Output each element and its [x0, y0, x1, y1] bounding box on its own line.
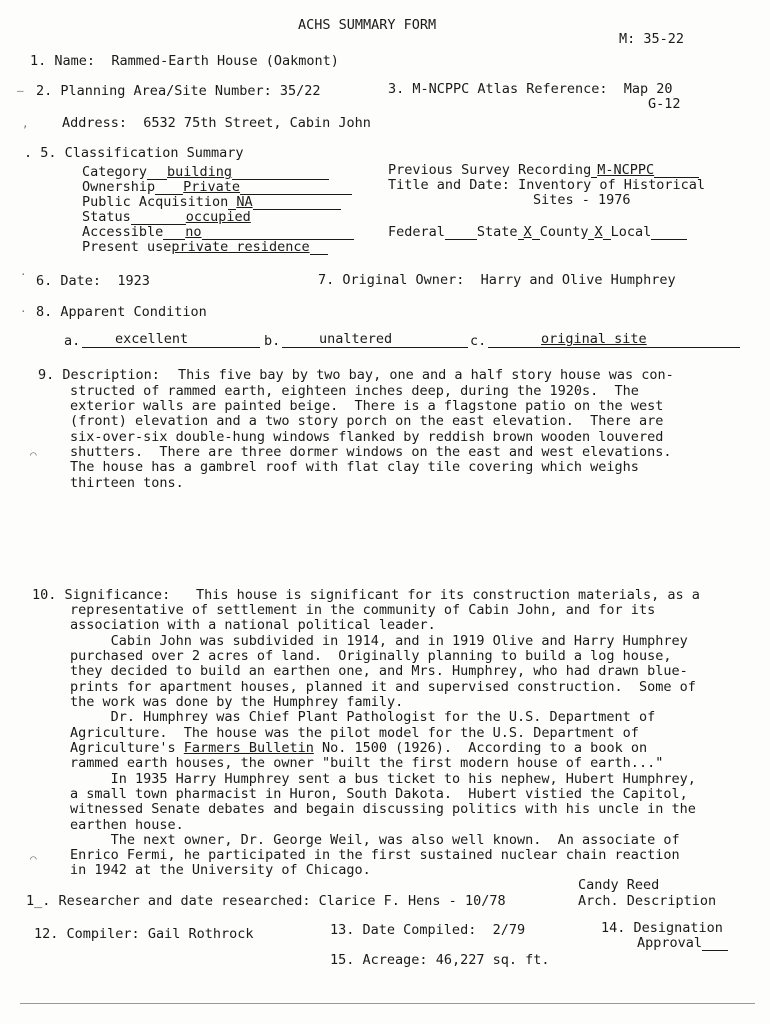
item-number: 2. — [36, 83, 53, 99]
date-label: Date: — [60, 273, 102, 289]
item-7 — [318, 273, 676, 288]
significance-line-7: prints for apartment houses, planned it and supervised construction. Some of — [70, 679, 696, 695]
condition-c: c. — [470, 333, 487, 349]
item-14 — [601, 921, 723, 936]
item-number: 8. — [36, 304, 53, 320]
item-number: 14. — [601, 920, 626, 936]
use-row: Present useprivate residence — [82, 240, 328, 255]
address-label: Address: — [62, 115, 128, 131]
description-line-2: structed of rammed earth, eighteen inches deep, during the 1920s. The — [70, 383, 639, 399]
significance-line-2: representative of settlement in the community of Cabin John, and for its — [70, 602, 656, 618]
significance-line-19: in 1942 at the University of Chicago. — [70, 862, 371, 878]
bottom-rule — [20, 1003, 755, 1004]
compiler-label: Compiler: — [66, 926, 140, 942]
description-line-8: thirteen tons. — [70, 475, 184, 491]
significance-line-13: In 1935 Harry Humphrey sent a bus ticket to his nephew, Hubert Humphrey, — [70, 771, 696, 787]
item-2 — [36, 84, 321, 99]
extra-researcher-role: Arch. Description — [578, 893, 717, 909]
item-number: 7. — [318, 272, 335, 288]
item-10-heading — [32, 588, 170, 603]
item-1 — [30, 54, 339, 69]
county-label: County — [539, 224, 589, 240]
item-number: 12. — [34, 926, 59, 942]
state-mark: X — [523, 224, 532, 240]
item-number: 6. — [36, 273, 53, 289]
title-date-value: Inventory of Historical — [518, 177, 705, 193]
date-compiled-value: 2/79 — [492, 922, 526, 938]
significance-line-3: association with a national political leader. — [70, 617, 436, 633]
name-label: Name: — [54, 53, 96, 69]
significance-line-4: Cabin John was subdivided in 1914, and in 1919 Olive and Harry Humphrey — [70, 633, 688, 649]
jurisdiction-row — [388, 225, 687, 240]
significance-label: Significance: — [64, 587, 171, 603]
bulletin-title: Farmers Bulletin — [183, 740, 314, 756]
researcher-label: Researcher and date researched: — [58, 893, 311, 909]
owner-label: Original Owner: — [342, 272, 465, 288]
date-compiled-label: Date Compiled: — [362, 922, 477, 938]
significance-line-15: witnessed Senate debates and begain discussing politics with his uncle in the — [70, 801, 696, 817]
margin-mark: , — [22, 117, 29, 130]
significance-line-6: they decided to build an earthen one, and Mrs. Humphrey, who had drawn blue- — [70, 663, 688, 679]
title-date-row: Title and Date: Inventory of Historical — [388, 177, 705, 193]
item-15 — [330, 953, 550, 968]
item-3 — [388, 82, 673, 97]
condition-a-value: excellent — [115, 331, 189, 347]
use-value: private residence — [171, 239, 310, 255]
condition-c-value: original site — [541, 331, 647, 347]
item-12 — [34, 927, 254, 942]
item-11 — [26, 894, 506, 909]
planning-area-value: 35/22 — [279, 83, 321, 99]
atlas-value-line2: G-12 — [648, 96, 681, 112]
margin-mark: ⌒ — [30, 852, 37, 865]
item-number: 1_. — [26, 893, 51, 909]
atlas-value: Map 20 — [623, 81, 673, 97]
description-line-3: exterior walls are painted beige. There is a flagstone patio on the west — [70, 398, 664, 414]
atlas-label: M-NCPPC Atlas Reference: — [412, 81, 608, 97]
federal-label: Federal — [388, 224, 445, 240]
significance-line-16: earthen house. — [70, 817, 184, 833]
significance-line-10: Agriculture. The house was the pilot model for the U.S. Department of — [70, 725, 639, 741]
address-value: 6532 75th Street, Cabin John — [143, 115, 371, 131]
name-value: Rammed-Earth House (Oakmont) — [111, 53, 339, 69]
title-date-value-line2: Sites - 1976 — [533, 192, 631, 208]
accessible-row: Accessible no — [82, 225, 354, 240]
status-value: occupied — [185, 209, 251, 225]
accessible-value: no — [185, 224, 202, 240]
researcher-value: Clarice F. Hens - 10/78 — [318, 893, 506, 909]
item-6 — [36, 274, 150, 289]
significance-line-5: purchased over 2 acres of land. Originally planning to build a log house, — [70, 648, 672, 664]
map-code: M: 35-22 — [619, 31, 685, 47]
significance-line-14: a small town pharmacist in Huron, South Dakota. Hubert vistied the Capitol, — [70, 786, 688, 802]
extra-researcher-name: Candy Reed — [578, 877, 660, 893]
county-mark: X — [594, 224, 603, 240]
item-number: 15. — [330, 952, 355, 968]
approval-label: Approval — [637, 935, 703, 951]
acquisition-value: NA — [236, 194, 253, 210]
item-9-heading — [38, 368, 160, 383]
category-value: building — [167, 164, 233, 180]
item-number: 1. — [30, 53, 47, 69]
previous-survey-row: Previous Survey Recording M-NCPPC — [388, 163, 699, 178]
item-13 — [330, 923, 525, 938]
item-number: 13. — [330, 922, 355, 938]
description-line-1: This five bay by two bay, one and a half story house was con- — [178, 367, 674, 383]
item-number: 3. — [388, 81, 405, 97]
item-number: 5. — [40, 145, 57, 161]
acreage-value: 46,227 sq. ft. — [435, 952, 550, 968]
ownership-row: Ownership Private — [82, 180, 352, 195]
condition-label: Apparent Condition — [60, 304, 207, 320]
acquisition-row: Public Acquisition NA — [82, 195, 341, 210]
designation-label: Designation — [633, 920, 723, 936]
status-row: Status occupied — [82, 209, 251, 225]
classification-label: Classification Summary — [64, 145, 244, 161]
significance-line-17: The next owner, Dr. George Weil, was also well known. An associate of — [70, 832, 680, 848]
planning-area-label: Planning Area/Site Number: — [60, 83, 272, 99]
description-line-6: shutters. There are three dormer windows on the east and west elevations. — [70, 444, 672, 460]
ownership-value: Private — [183, 179, 241, 195]
approval-row — [637, 936, 728, 951]
category-row: Category building — [82, 165, 329, 180]
margin-mark: — — [17, 84, 24, 97]
margin-mark: · — [20, 305, 27, 318]
significance-line-1: This house is significant for its construction materials, as a — [196, 587, 700, 603]
margin-mark: ⌒ — [30, 448, 37, 461]
significance-line-12: rammed earth houses, the owner "built the first modern house of earth..." — [70, 755, 664, 771]
condition-b-value: unaltered — [319, 331, 393, 347]
margin-mark: · — [20, 268, 27, 281]
description-line-4: (front) elevation and a two story porch on the east elevation. There are — [70, 413, 664, 429]
item-4 — [62, 116, 371, 131]
description-line-5: six-over-six double-hung windows flanked by reddish brown wooden louvered — [70, 429, 664, 445]
description-line-7: The house has a gambrel roof with flat clay tile covering which weighs — [70, 459, 639, 475]
description-label: Description: — [62, 367, 160, 383]
significance-line-9: Dr. Humphrey was Chief Plant Pathologist for the U.S. Department of — [70, 709, 656, 725]
condition-b: b. — [264, 333, 281, 349]
owner-value: Harry and Olive Humphrey — [480, 272, 676, 288]
condition-a: a. — [64, 333, 81, 349]
item-8 — [36, 305, 207, 320]
state-label: State — [476, 224, 518, 240]
item-number: 9. — [38, 367, 55, 383]
compiler-value: Gail Rothrock — [147, 926, 254, 942]
significance-line-11: Agriculture's Farmers Bulletin No. 1500 (1926). According to a book on — [70, 740, 648, 756]
significance-line-18: Enrico Fermi, he participated in the first sustained nuclear chain reaction — [70, 847, 680, 863]
acreage-label: Acreage: — [362, 952, 428, 968]
form-title: ACHS SUMMARY FORM — [298, 17, 437, 33]
item-number: 10. — [32, 587, 57, 603]
significance-line-8: the work was done by the Humphrey family. — [70, 694, 404, 710]
previous-survey-value: M-NCPPC — [597, 162, 655, 178]
date-value: 1923 — [117, 273, 150, 289]
item-5: . 5. Classification Summary — [24, 145, 244, 161]
local-label: Local — [610, 224, 652, 240]
